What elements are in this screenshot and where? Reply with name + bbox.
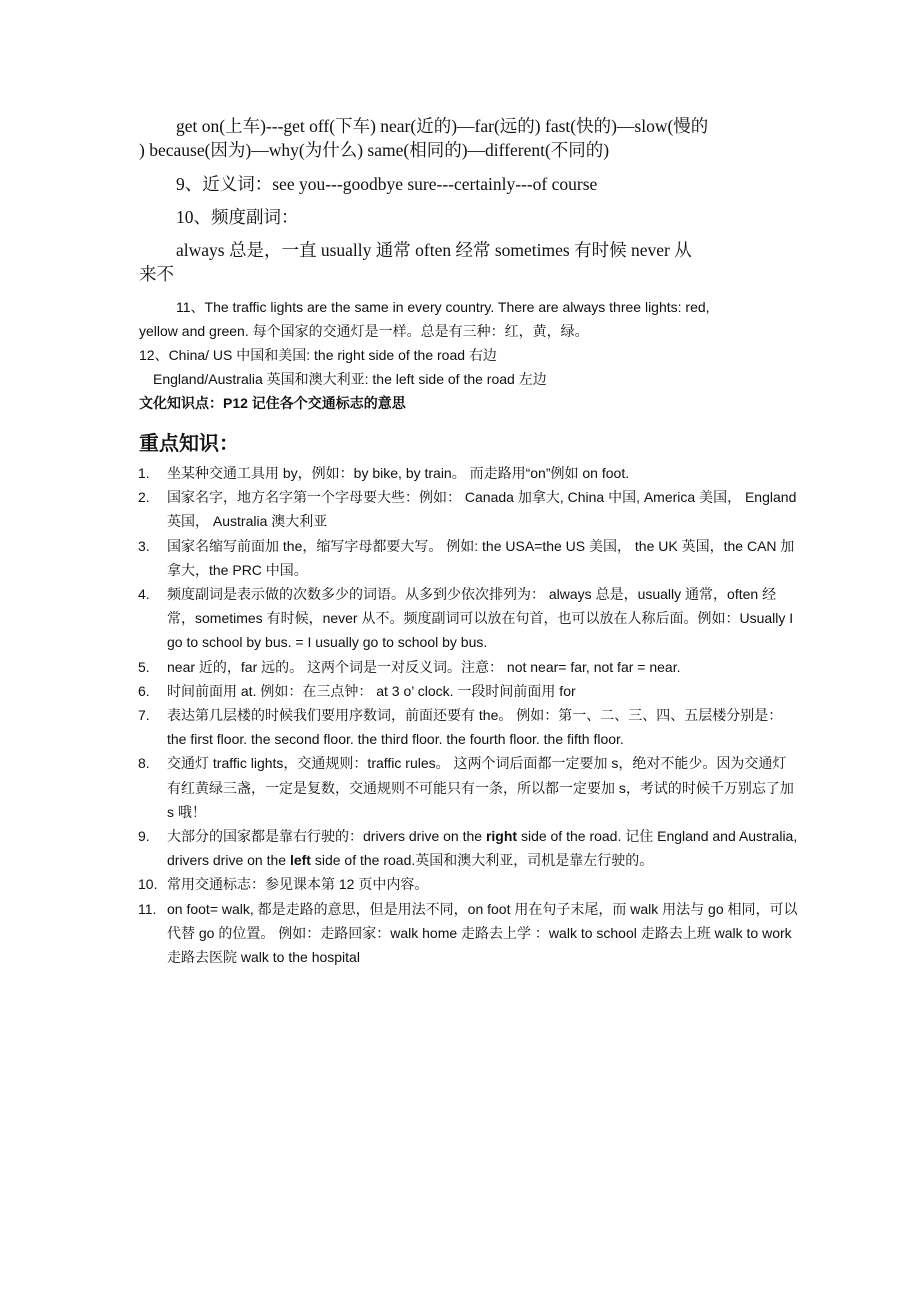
list-text: near 近的，far 远的。 这两个词是一对反义词。注意： not near= far, not far = near. [167,658,681,675]
list-text: on foot= walk, 都是走路的意思，但是用法不同，on foot 用在句子末尾，而 walk 用法与 go 相同，可以代替 go 的位置。 例如：走路回家：walk home 走路去上学 ：walk to school 走路去上班 walk to work 走路去医院 walk to the hospital [167,900,798,966]
list-text-part: side of the road. 记住 England and Australia, drivers drive on the [167,828,798,869]
text-line-frequency-words: always 总是，一直 usually 通常 often 经常 sometimes 有时候 never 从 [176,240,692,260]
list-text-part: 大部分的国家都是靠右行驶的：drivers drive on the [167,828,486,845]
list-number: 2. [138,489,150,506]
list-item [138,703,798,751]
list-number: 7. [138,707,150,724]
list-item [138,751,798,824]
list-number: 4. [138,586,150,603]
list-item [138,461,798,485]
list-item [138,872,798,896]
text-line-frequency-title: 10、频度副词： [176,207,299,227]
list-text: 国家名缩写前面加 the，缩写字母都要大写。 例如: the USA=the US 美国， the UK 英国，the CAN 加拿大，the PRC 中国。 [167,537,795,578]
text-line-synonyms: 9、近义词：see you---goodbye sure---certainly---of course [176,174,598,194]
text-line-traffic-lights-cont: yellow and green. 每个国家的交通灯是一样。总是有三种：红，黄，绿。 [139,323,589,339]
text-line-right-side: 12、China/ US 中国和美国: the right side of the road 右边 [139,347,497,363]
emphasis-left: left [289,852,311,869]
list-text: 国家名字，地方名字第一个字母要大些：例如： Canada 加拿大, China 中国, America 美国， England 英国， Australia 澳大利亚 [167,489,797,530]
culture-knowledge-line: 文化知识点：P12 记住各个交通标志的意思 [139,395,406,411]
list-item [138,655,798,679]
list-item [138,582,798,655]
list-item [138,679,798,703]
list-item [138,534,798,582]
list-text: 坐某种交通工具用 by，例如：by bike, by train。 而走路用“on”例如 on foot. [167,465,630,481]
list-item [138,485,798,533]
list-number: 8. [138,755,150,772]
list-item [138,897,798,970]
list-item [138,824,798,872]
list-number: 1. [138,465,150,481]
list-number: 9. [138,828,150,845]
text-line-traffic-lights: 11、The traffic lights are the same in every country. There are always three lights: red, [176,299,710,315]
text-line-left-side: England/Australia 英国和澳大利亚: the left side of the road 左边 [153,371,547,387]
list-text: 频度副词是表示做的次数多少的词语。从多到少依次排列为： always 总是，usually 通常，often 经常，sometimes 有时候，never 从不。频度副词可以放在句首，也可以放在人称后面。例如：Usually I go to school by bus. = I usually go to school by bus. [167,586,794,651]
text-line-frequency-cont: 来不 [139,264,174,284]
list-text: 表达第几层楼的时候我们要用序数词，前面还要有 the。 例如：第一、二、三、四、五层楼分别是：the first floor. the second floor. the third floor. the fourth floor. the fifth floor. [167,707,783,748]
list-text-part: side of the road.英国和澳大利亚，司机是靠左行驶的。 [310,852,654,869]
key-points-list [138,461,798,969]
emphasis-right: right [485,828,518,845]
text-line-antonyms-2: ) because(因为)—why(为什么) same(相同的)—different(不同的) [139,140,610,160]
list-text: 交通灯 traffic lights，交通规则：traffic rules。 这两个词后面都一定要加 s，绝对不能少。因为交通灯有红黄绿三盏，一定是复数，交通规则不可能只有一条，所以都一定要加 s，考试的时候千万别忘了加 s 哦！ [167,755,794,820]
section-heading: 重点知识： [139,433,239,455]
list-text: 时间前面用 at. 例如：在三点钟： at 3 o’ clock. 一段时间前面用 for [167,682,576,699]
list-text: 常用交通标志：参见课本第 12 页中内容。 [167,876,429,893]
text-line-antonyms-1: get on(上车)---get off(下车) near(近的)—far(远的) fast(快的)—slow(慢的 [176,116,709,136]
list-number: 5. [138,658,150,675]
list-number: 3. [138,537,150,554]
list-number: 10. [138,876,158,893]
list-number: 6. [138,682,150,699]
list-number: 11. [138,900,157,917]
